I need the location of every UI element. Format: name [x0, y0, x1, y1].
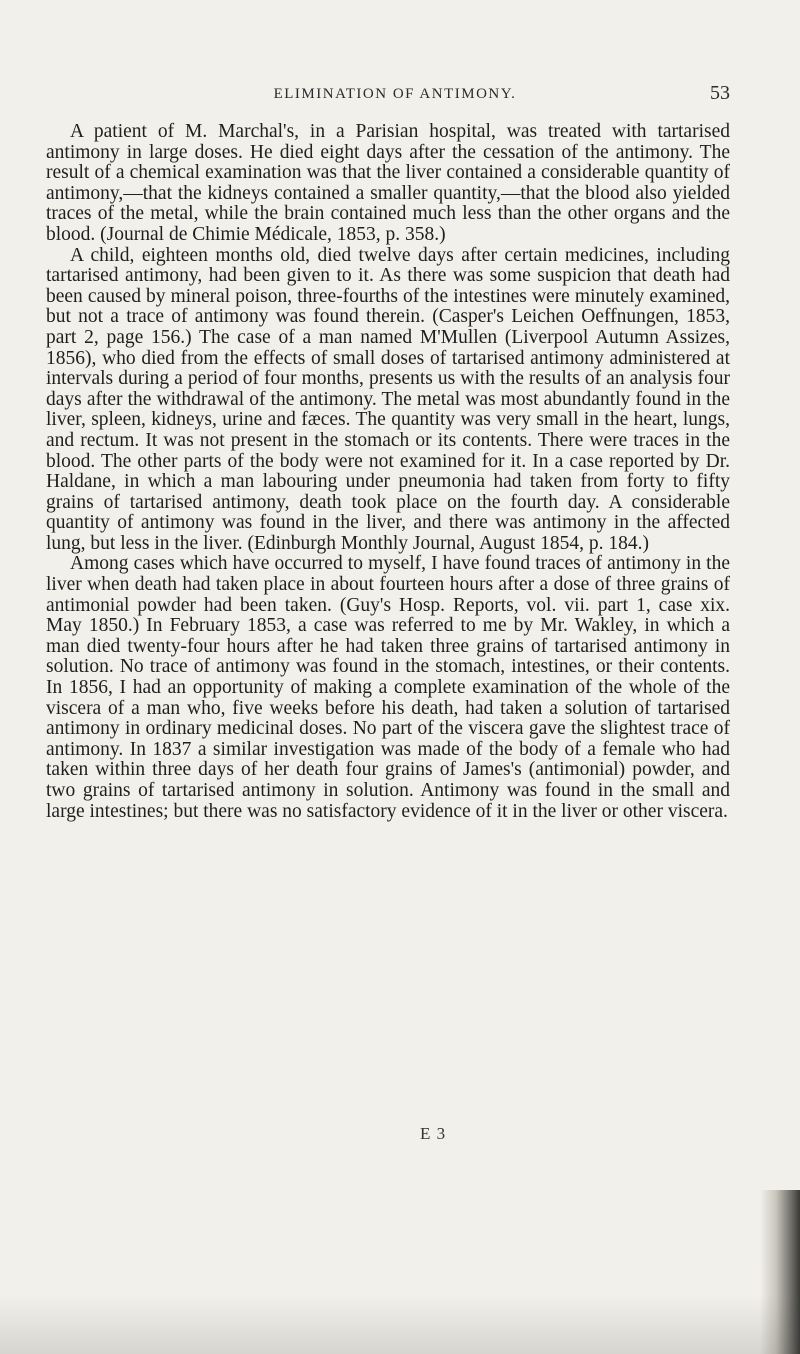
- signature-mark: E 3: [420, 1124, 447, 1143]
- running-title: ELIMINATION OF ANTIMONY.: [273, 86, 517, 102]
- paragraph-marchal-case: A patient of M. Marchal's, in a Parisian hospital, was treated with tartarised antimony in large doses. He died eight days after the cessation of the antimony. The result of a chemical examination was that the liver contained a considerable quantity of antimony,—that the kidneys contained a smaller quantity,—that the blood also yielded traces of the metal, while the brain contained much less than the other organs and the blood. (Journal de Chimie Médicale, 1853, p. 358.): [46, 121, 730, 245]
- bottom-shadow: [0, 1294, 800, 1354]
- paragraph-child-case: A child, eighteen months old, died twelve days after certain medicines, including tartarised antimony, had been given to it. As there was some suspicion that death had been caused by mineral poison, three-fourths of the intestines were minutely examined, but not a trace of antimony was found therein. (Casper's Leichen Oeffnungen, 1853, part 2, page 156.) The case of a man named M'Mullen (Liverpool Autumn Assizes, 1856), who died from the effects of small doses of tartarised antimony administered at intervals during a period of four months, presents us with the results of an analysis four days after the withdrawal of the antimony. The metal was most abundantly found in the liver, spleen, kidneys, urine and fæces. The quantity was very small in the heart, lungs, and rectum. It was not present in the stomach or its contents. There were traces in the blood. The other parts of the body were not examined for it. In a case reported by Dr. Haldane, in which a man labouring under pneumonia had taken from forty to fifty grains of tartarised antimony, death took place on the fourth day. A considerable quantity of antimony was found in the liver, and there was antimony in the affected lung, but less in the liver. (Edinburgh Monthly Journal, August 1854, p. 184.): [46, 244, 730, 554]
- page-number: 53: [710, 82, 730, 104]
- running-head: [60, 82, 730, 110]
- paragraph-own-cases: Among cases which have occurred to myself, I have found traces of antimony in the liver when death had taken place in about fourteen hours after a dose of three grains of antimonial powder had been taken. (Guy's Hosp. Reports, vol. vii. part 1, case xix. May 1850.) In February 1853, a case was referred to me by Mr. Wakley, in which a man died twenty-four hours after he had taken three grains of tartarised antimony in solution. No trace of antimony was found in the stomach, intestines, or their contents. In 1856, I had an opportunity of making a complete examination of the whole of the viscera of a man who, five weeks before his death, had taken a solution of tartarised antimony in ordinary medicinal doses. No part of the viscera gave the slightest trace of antimony. In 1837 a similar investigation was made of the body of a female who had taken within three days of her death four grains of James's (antimonial) powder, and two grains of tartarised antimony in solution. Antimony was found in the small and large intestines; but there was no satisfactory evidence of it in the liver or other viscera.: [46, 553, 730, 822]
- body-text: [46, 122, 730, 822]
